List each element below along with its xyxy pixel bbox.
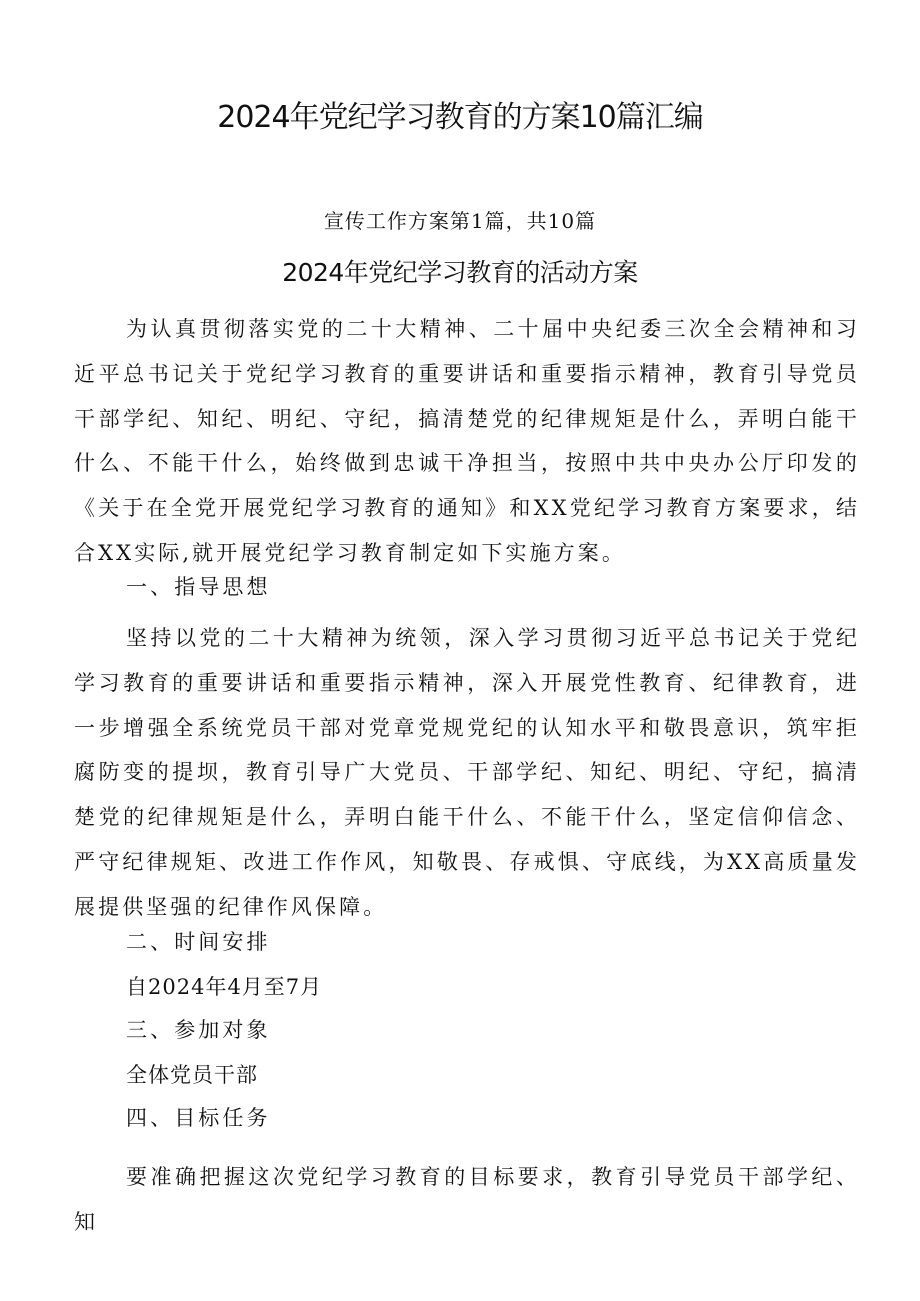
section-heading-participants: 三、参加对象 bbox=[126, 1018, 271, 1042]
main-title: 2024年党纪学习教育的方案10篇汇编 bbox=[217, 100, 703, 135]
section-heading-objectives: 四、目标任务 bbox=[126, 1106, 271, 1130]
subtitle: 宣传工作方案第1篇，共10篇 bbox=[323, 209, 597, 233]
section-paragraph-guiding-ideology: 坚持以党的二十大精神为统领，深入学习贯彻习近平总书记关于党纪学习教育的重要讲话和重要指示精神，深入开展党性教育、纪律教育，进一步增强全系统党员干部对党章党规党纪的认知水平和敬畏意识，筑牢拒腐防变的提坝，教育引导广大党员、干部学纪、知纪、明纪、守纪，搞清楚党的纪律规矩是什么，弄明白能干什么、不能干什么，坚定信仰信念、严守纪律规矩、改进工作作风，知敬畏、存戒惧、守底线，为XX高质量发展提供坚强的纪律作风保障。 bbox=[74, 626, 860, 919]
section-paragraph-objectives: 要准确把握这次党纪学习教育的目标要求，教育引导党员干部学纪、知 bbox=[74, 1165, 860, 1234]
section-text-schedule: 自2024年4月至7月 bbox=[126, 975, 323, 999]
section-text-participants: 全体党员干部 bbox=[126, 1063, 258, 1087]
section-heading-schedule: 二、时间安排 bbox=[126, 930, 271, 954]
section-heading-guiding-ideology: 一、指导思想 bbox=[126, 575, 271, 599]
intro-paragraph: 为认真贯彻落实党的二十大精神、二十届中央纪委三次全会精神和习近平总书记关于党纪学习教育的重要讲话和重要指示精神，教育引导党员干部学纪、知纪、明纪、守纪，搞清楚党的纪律规矩是什么，弄明白能干什么、不能干什么，始终做到忠诚干净担当，按照中共中央办公厅印发的《关于在全党开展党纪学习教育的通知》和XX党纪学习教育方案要求，结合XX实际,就开展党纪学习教育制定如下实施方案。 bbox=[74, 317, 860, 565]
document-title: 2024年党纪学习教育的活动方案 bbox=[282, 258, 638, 287]
